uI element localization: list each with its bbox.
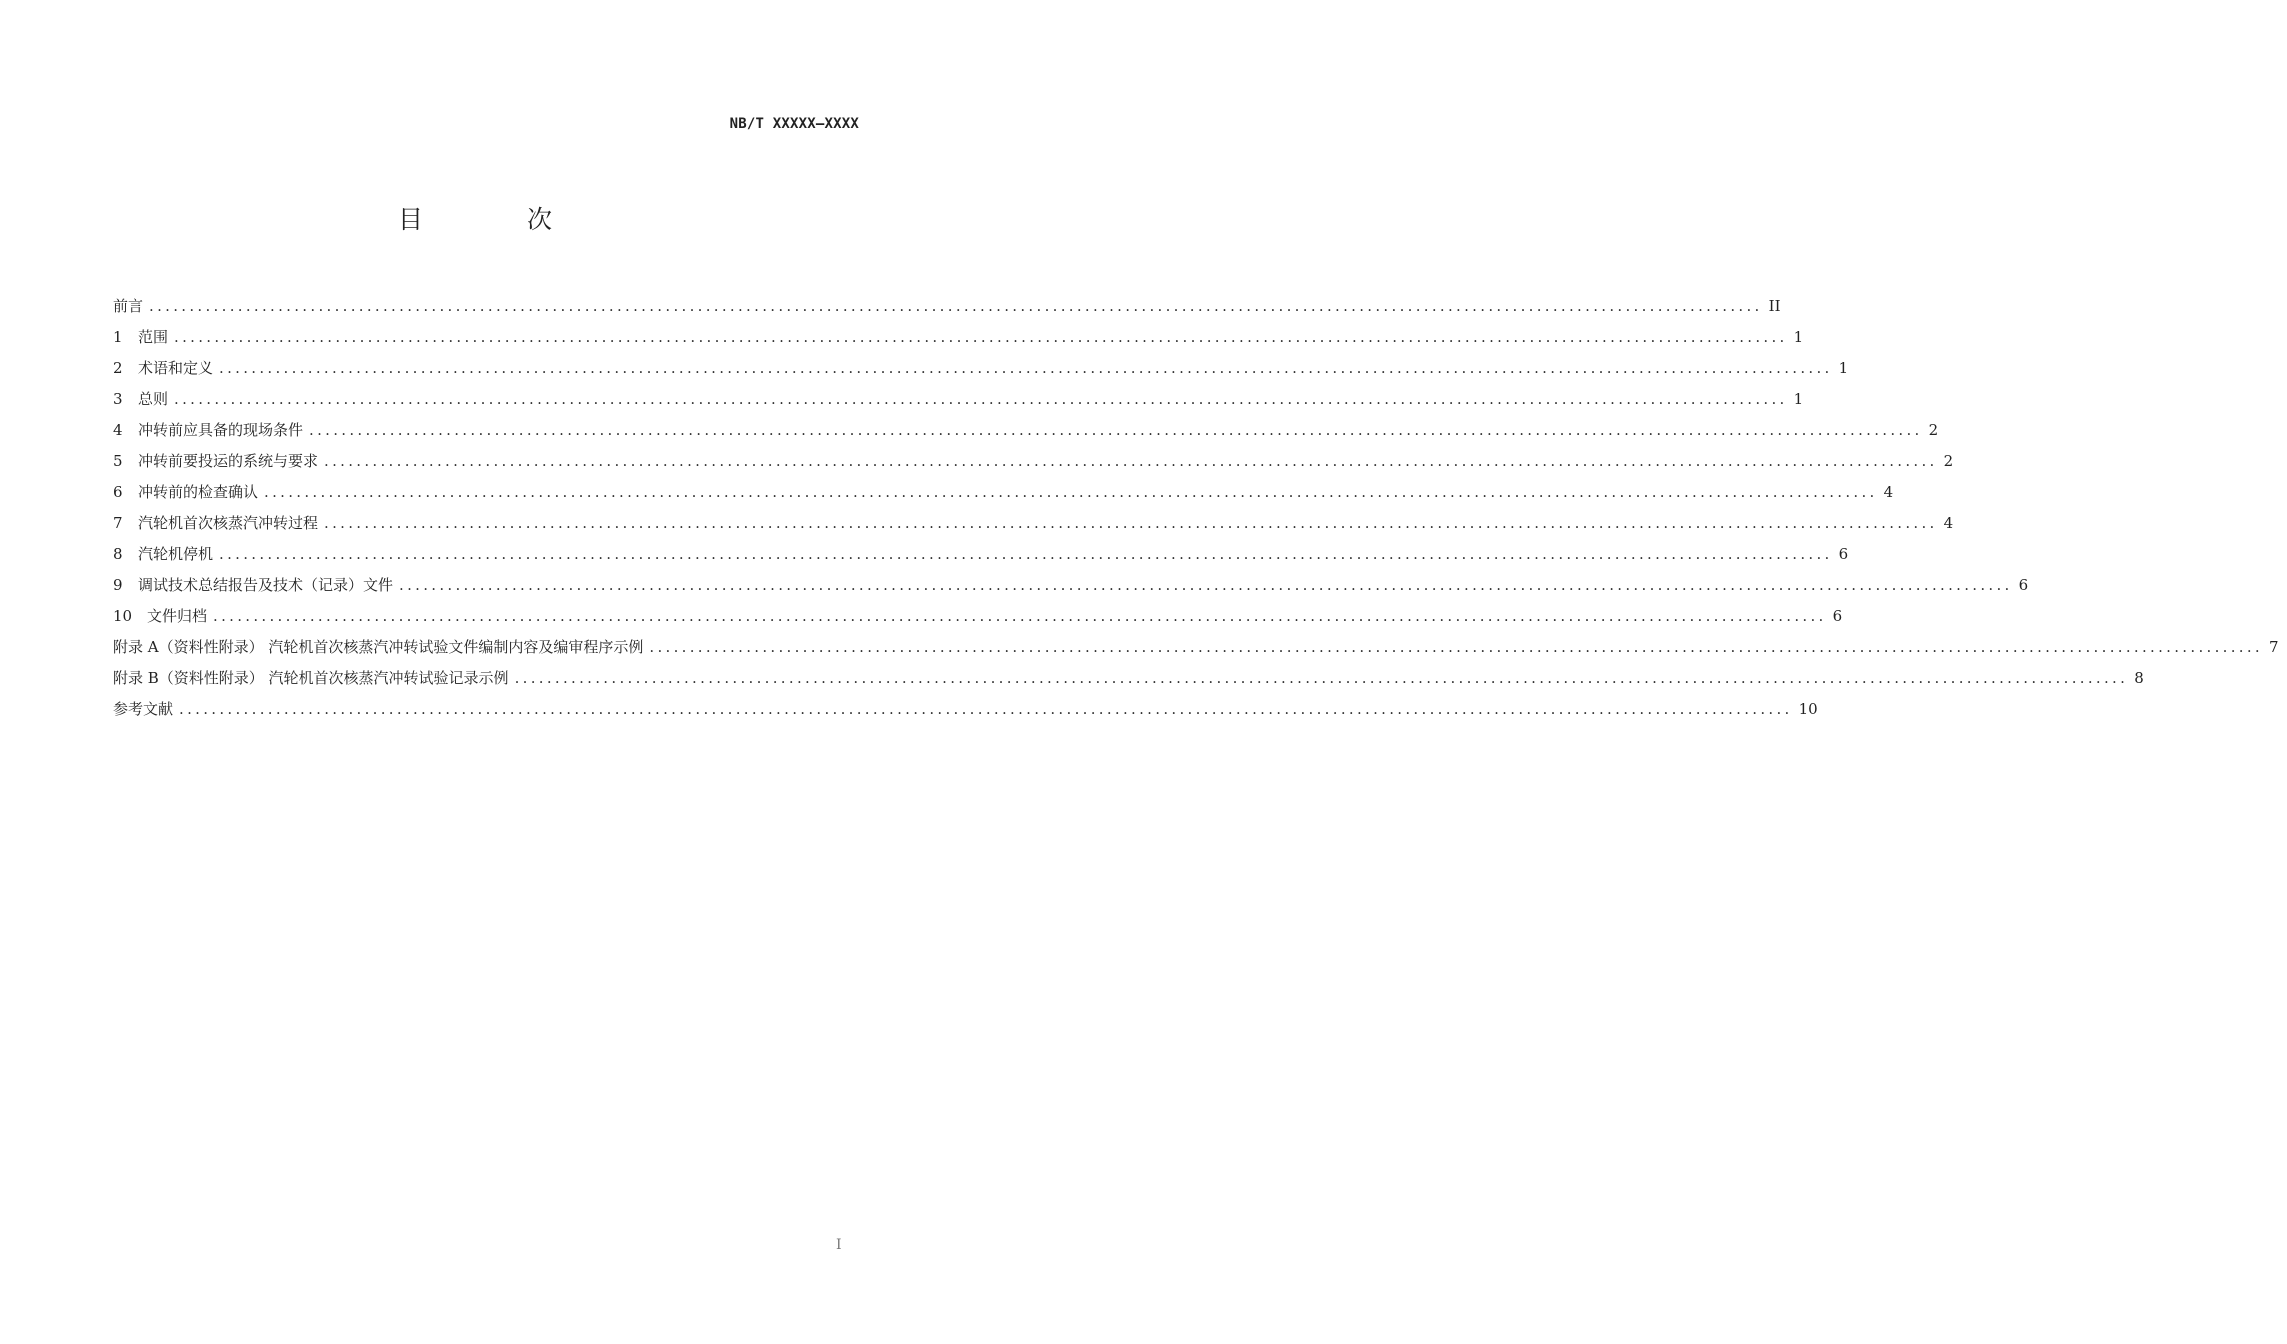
toc-entry[interactable] — [113, 347, 1849, 378]
toc-entry-page: 4 — [1883, 483, 1894, 501]
toc-dot-leader: ........................................................................................................................................................................................................ — [514, 669, 2129, 687]
toc-entry-label: 冲转前应具备的现场条件 — [138, 421, 304, 439]
toc-entry-number: 5 — [113, 452, 123, 470]
toc-dot-leader: ........................................................................................................................................................................................................ — [179, 700, 1793, 718]
toc-dot-leader: ........................................................................................................................................................................................................ — [219, 359, 1833, 377]
toc-entry-page: 1 — [1793, 328, 1804, 346]
toc-entry-label: 术语和定义 — [138, 359, 214, 377]
toc-entry-number: 9 — [113, 576, 123, 594]
toc-entry-label: 参考文献 — [113, 700, 174, 718]
toc-entry[interactable] — [113, 595, 1843, 626]
toc-entry-page: 6 — [1832, 607, 1843, 625]
toc-dot-leader: ........................................................................................................................................................................................................ — [213, 607, 1827, 625]
toc-entry[interactable] — [113, 564, 2029, 595]
toc-entry-page: 10 — [1798, 700, 1818, 718]
toc-entry-number: 7 — [113, 514, 123, 532]
toc-entry-number: 3 — [113, 390, 123, 408]
toc-dot-leader: ........................................................................................................................................................................................................ — [309, 421, 1923, 439]
toc-entry-number: 4 — [113, 421, 123, 439]
toc-entry[interactable] — [113, 533, 1849, 564]
toc-entry-page: 6 — [2018, 576, 2029, 594]
toc-entry[interactable] — [113, 285, 1781, 316]
toc-entry[interactable] — [113, 657, 2144, 688]
toc-entry-page: 1 — [1793, 390, 1804, 408]
toc-dot-leader: ........................................................................................................................................................................................................ — [264, 483, 1878, 501]
toc-entry-number: 6 — [113, 483, 123, 501]
toc-entry-label: 冲转前要投运的系统与要求 — [138, 452, 319, 470]
toc-dot-leader: ........................................................................................................................................................................................................ — [149, 297, 1763, 315]
toc-entry-label: 调试技术总结报告及技术（记录）文件 — [138, 576, 394, 594]
toc-entry-number: 10 — [113, 607, 133, 625]
toc-entry-number: 8 — [113, 545, 123, 563]
toc-entry-label: 冲转前的检查确认 — [138, 483, 259, 501]
toc-entry-label: 汽轮机停机 — [138, 545, 214, 563]
toc-entry[interactable] — [113, 626, 2279, 657]
toc-entry-page: 4 — [1943, 514, 1954, 532]
toc-entry-page: 2 — [1943, 452, 1954, 470]
toc-entry[interactable] — [113, 378, 1804, 409]
standard-code: NB/T XXXXX—XXXX — [729, 116, 859, 132]
toc-entry[interactable] — [113, 316, 1804, 347]
toc-entry-number: 2 — [113, 359, 123, 377]
toc-entry-label: 附录 A（资料性附录） 汽轮机首次核蒸汽冲转试验文件编制内容及编审程序示例 — [113, 638, 644, 656]
toc-entry-page: 2 — [1928, 421, 1939, 439]
toc-entry-label: 前言 — [113, 297, 144, 315]
toc-entry[interactable] — [113, 502, 1954, 533]
toc-dot-leader: ........................................................................................................................................................................................................ — [399, 576, 2013, 594]
toc-entry[interactable] — [113, 440, 1954, 471]
toc-entry-page: 7 — [2269, 638, 2279, 656]
toc-dot-leader: ........................................................................................................................................................................................................ — [324, 514, 1938, 532]
toc-entry[interactable] — [113, 471, 1894, 502]
toc-entry-page: II — [1768, 297, 1781, 315]
toc-dot-leader: ........................................................................................................................................................................................................ — [174, 328, 1788, 346]
page-number: I — [836, 1237, 842, 1253]
toc-dot-leader: ........................................................................................................................................................................................................ — [219, 545, 1833, 563]
toc-dot-leader: ........................................................................................................................................................................................................ — [649, 638, 2263, 656]
table-of-contents — [113, 285, 2279, 719]
toc-entry[interactable] — [113, 409, 1939, 440]
toc-dot-leader: ........................................................................................................................................................................................................ — [324, 452, 1938, 470]
toc-entry-label: 范围 — [138, 328, 169, 346]
toc-dot-leader: ........................................................................................................................................................................................................ — [174, 390, 1788, 408]
toc-entry[interactable] — [113, 688, 1818, 719]
toc-entry-label: 附录 B（资料性附录） 汽轮机首次核蒸汽冲转试验记录示例 — [113, 669, 509, 687]
toc-entry-page: 8 — [2134, 669, 2144, 687]
toc-entry-label: 文件归档 — [147, 607, 208, 625]
toc-entry-label: 总则 — [138, 390, 169, 408]
page-title: 目 次 — [398, 205, 600, 234]
toc-entry-number: 1 — [113, 328, 123, 346]
toc-entry-page: 1 — [1838, 359, 1849, 377]
toc-entry-label: 汽轮机首次核蒸汽冲转过程 — [138, 514, 319, 532]
toc-entry-page: 6 — [1838, 545, 1849, 563]
